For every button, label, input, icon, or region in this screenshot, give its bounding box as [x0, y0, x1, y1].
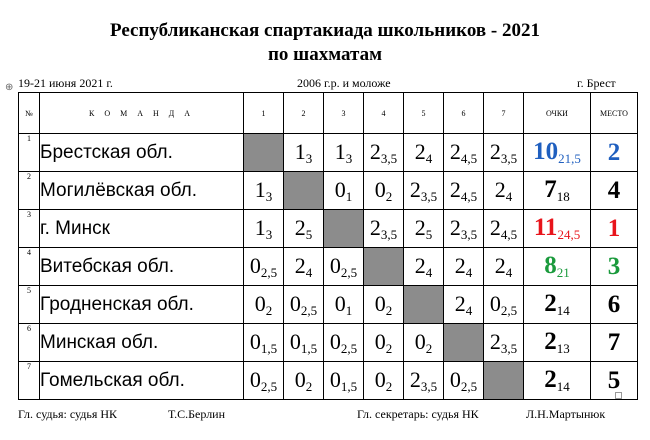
match-score: 0 — [374, 328, 386, 354]
result-cell — [284, 210, 324, 248]
place-cell: 6 — [591, 286, 638, 324]
team-name: Витебская обл. — [40, 248, 244, 286]
match-score: 1 — [334, 138, 346, 164]
opponent-points: 3 — [345, 150, 353, 166]
points-cell — [524, 362, 591, 400]
result-cell — [444, 248, 484, 286]
col-header-4: 4 — [364, 93, 404, 134]
header-row — [19, 93, 638, 134]
self-match-cell — [444, 324, 484, 362]
page-title: Республиканская спартакиада школьников - 2021 — [110, 20, 540, 41]
table-resize-handle-icon[interactable] — [615, 392, 622, 399]
row-number: 2 — [19, 172, 40, 210]
table-row — [19, 210, 638, 248]
chief-judge-name: Т.С.Берлин — [168, 407, 226, 421]
col-header-3: 3 — [324, 93, 364, 134]
match-score: 0 — [329, 252, 341, 278]
match-score: 0 — [249, 366, 261, 392]
match-score: 0 — [449, 366, 461, 392]
place-cell: 7 — [591, 324, 638, 362]
match-score: 2 — [369, 214, 381, 240]
result-cell — [284, 324, 324, 362]
col-header-2: 2 — [284, 93, 324, 134]
match-score: 0 — [254, 290, 266, 316]
opponent-points: 2,5 — [340, 264, 358, 280]
match-score: 2 — [494, 252, 506, 278]
match-score: 2 — [449, 138, 461, 164]
result-cell — [244, 210, 284, 248]
place-cell: 4 — [591, 172, 638, 210]
match-score: 0 — [334, 176, 346, 202]
result-cell — [284, 286, 324, 324]
opponent-points: 3 — [305, 150, 313, 166]
place-cell: 5 — [591, 362, 638, 400]
table-row — [19, 134, 638, 172]
match-score: 1 — [294, 138, 306, 164]
tiebreak-points: 21 — [556, 265, 570, 280]
opponent-points: 4 — [505, 188, 513, 204]
match-score: 2 — [414, 214, 426, 240]
opponent-points: 2,5 — [260, 378, 278, 394]
opponent-points: 2 — [305, 378, 313, 394]
match-score: 2 — [489, 214, 501, 240]
opponent-points: 1,5 — [300, 340, 318, 356]
opponent-points: 1 — [345, 188, 353, 204]
match-score: 2 — [414, 138, 426, 164]
opponent-points: 2 — [265, 302, 273, 318]
result-cell — [364, 286, 404, 324]
tiebreak-points: 21,5 — [558, 151, 581, 166]
opponent-points: 2,5 — [460, 378, 478, 394]
opponent-points: 4 — [425, 264, 433, 280]
team-name: г. Минск — [40, 210, 244, 248]
match-score: 2 — [449, 214, 461, 240]
opponent-points: 2 — [385, 340, 393, 356]
table-row — [19, 362, 638, 400]
tiebreak-points: 24,5 — [557, 227, 581, 242]
result-cell — [324, 248, 364, 286]
col-header-points: ОЧКИ — [524, 93, 591, 134]
result-cell — [364, 324, 404, 362]
opponent-points: 5 — [425, 226, 433, 242]
col-header-7: 7 — [484, 93, 524, 134]
result-cell — [324, 362, 364, 400]
result-cell — [284, 134, 324, 172]
match-score: 2 — [494, 176, 506, 202]
self-match-cell — [404, 286, 444, 324]
match-score: 0 — [374, 290, 386, 316]
match-score: 0 — [294, 366, 306, 392]
team-name: Гродненская обл. — [40, 286, 244, 324]
result-cell — [404, 210, 444, 248]
points-cell — [524, 286, 591, 324]
result-cell — [324, 134, 364, 172]
match-score: 2 — [409, 366, 421, 392]
row-number: 5 — [19, 286, 40, 324]
opponent-points: 4,5 — [460, 150, 478, 166]
match-score: 0 — [289, 290, 301, 316]
points-cell — [524, 134, 591, 172]
opponent-points: 2 — [385, 378, 393, 394]
result-cell — [244, 362, 284, 400]
result-cell — [244, 172, 284, 210]
page-subtitle: по шахматам — [267, 44, 383, 65]
opponent-points: 4 — [425, 150, 433, 166]
points-cell — [524, 324, 591, 362]
opponent-points: 3,5 — [420, 378, 438, 394]
match-score: 0 — [374, 366, 386, 392]
total-points: 2 — [544, 366, 557, 393]
opponent-points: 3,5 — [500, 340, 518, 356]
match-score: 2 — [454, 252, 466, 278]
results-table — [18, 92, 638, 400]
total-points: 10 — [533, 138, 559, 165]
result-cell — [364, 362, 404, 400]
opponent-points: 2,5 — [500, 302, 518, 318]
result-cell — [484, 172, 524, 210]
self-match-cell — [364, 248, 404, 286]
row-number: 6 — [19, 324, 40, 362]
event-dates: 19-21 июня 2021 г. — [18, 76, 113, 90]
result-cell — [324, 324, 364, 362]
match-score: 2 — [369, 138, 381, 164]
table-row — [19, 172, 638, 210]
tiebreak-points: 13 — [556, 341, 570, 356]
table-row — [19, 248, 638, 286]
tiebreak-points: 18 — [556, 189, 570, 204]
tiebreak-points: 14 — [556, 379, 570, 394]
result-cell — [244, 324, 284, 362]
match-score: 0 — [249, 328, 261, 354]
result-cell — [444, 134, 484, 172]
table-row — [19, 324, 638, 362]
match-score: 0 — [414, 328, 426, 354]
result-cell — [444, 362, 484, 400]
result-cell — [244, 286, 284, 324]
opponent-points: 1,5 — [340, 378, 358, 394]
self-match-cell — [484, 362, 524, 400]
team-name: Гомельская обл. — [40, 362, 244, 400]
secretary-label: Гл. секретарь: судья НК — [357, 407, 479, 421]
col-header-5: 5 — [404, 93, 444, 134]
opponent-points: 5 — [305, 226, 313, 242]
opponent-points: 2,5 — [300, 302, 318, 318]
opponent-points: 4 — [465, 302, 473, 318]
opponent-points: 3 — [265, 188, 273, 204]
result-cell — [324, 286, 364, 324]
match-score: 2 — [294, 214, 306, 240]
match-score: 1 — [254, 214, 266, 240]
place-cell: 2 — [591, 134, 638, 172]
col-header-6: 6 — [444, 93, 484, 134]
opponent-points: 1,5 — [260, 340, 278, 356]
team-name: Могилёвская обл. — [40, 172, 244, 210]
result-cell — [404, 248, 444, 286]
secretary-name: Л.Н.Мартынюк — [526, 407, 606, 421]
self-match-cell — [324, 210, 364, 248]
result-cell — [444, 172, 484, 210]
match-score: 2 — [409, 176, 421, 202]
place-cell: 3 — [591, 248, 638, 286]
table-move-handle-icon[interactable]: ⊕ — [5, 82, 14, 93]
total-points: 11 — [533, 214, 558, 241]
event-city: г. Брест — [577, 76, 616, 90]
row-number: 1 — [19, 134, 40, 172]
opponent-points: 4 — [305, 264, 313, 280]
match-score: 2 — [449, 176, 461, 202]
result-cell — [484, 286, 524, 324]
points-cell — [524, 172, 591, 210]
opponent-points: 1 — [345, 302, 353, 318]
result-cell — [364, 210, 404, 248]
opponent-points: 4 — [465, 264, 473, 280]
table-row — [19, 286, 638, 324]
self-match-cell — [284, 172, 324, 210]
match-score: 0 — [329, 328, 341, 354]
result-cell — [484, 324, 524, 362]
opponent-points: 2,5 — [340, 340, 358, 356]
match-score: 0 — [374, 176, 386, 202]
team-name: Минская обл. — [40, 324, 244, 362]
result-cell — [404, 324, 444, 362]
opponent-points: 4 — [505, 264, 513, 280]
chief-judge-label: Гл. судья: судья НК — [18, 407, 118, 421]
opponent-points: 3 — [265, 226, 273, 242]
match-score: 0 — [334, 290, 346, 316]
total-points: 2 — [544, 290, 557, 317]
team-name: Брестская обл. — [40, 134, 244, 172]
self-match-cell — [244, 134, 284, 172]
col-header-team: К О М А Н Д А — [40, 93, 244, 134]
place-cell: 1 — [591, 210, 638, 248]
opponent-points: 3,5 — [380, 150, 398, 166]
total-points: 2 — [544, 328, 557, 355]
opponent-points: 3,5 — [460, 226, 478, 242]
result-cell — [324, 172, 364, 210]
result-cell — [484, 210, 524, 248]
match-score: 0 — [329, 366, 341, 392]
opponent-points: 3,5 — [420, 188, 438, 204]
result-cell — [364, 172, 404, 210]
total-points: 8 — [544, 252, 557, 279]
opponent-points: 4,5 — [500, 226, 518, 242]
result-cell — [484, 134, 524, 172]
tiebreak-points: 14 — [556, 303, 570, 318]
result-cell — [284, 248, 324, 286]
opponent-points: 2 — [425, 340, 433, 356]
opponent-points: 2 — [385, 302, 393, 318]
match-score: 2 — [294, 252, 306, 278]
result-cell — [444, 286, 484, 324]
result-cell — [284, 362, 324, 400]
opponent-points: 3,5 — [500, 150, 518, 166]
result-cell — [444, 210, 484, 248]
opponent-points: 2,5 — [260, 264, 278, 280]
match-score: 2 — [454, 290, 466, 316]
total-points: 7 — [544, 176, 557, 203]
match-score: 2 — [489, 138, 501, 164]
col-header-num: № — [19, 93, 40, 134]
points-cell — [524, 210, 591, 248]
result-cell — [364, 134, 404, 172]
result-cell — [404, 134, 444, 172]
result-cell — [484, 248, 524, 286]
opponent-points: 2 — [385, 188, 393, 204]
col-header-place: МЕСТО — [591, 93, 638, 134]
row-number: 3 — [19, 210, 40, 248]
match-score: 0 — [289, 328, 301, 354]
result-cell — [404, 362, 444, 400]
match-score: 2 — [489, 328, 501, 354]
match-score: 1 — [254, 176, 266, 202]
col-header-1: 1 — [244, 93, 284, 134]
row-number: 4 — [19, 248, 40, 286]
result-cell — [404, 172, 444, 210]
result-cell — [244, 248, 284, 286]
opponent-points: 3,5 — [380, 226, 398, 242]
row-number: 7 — [19, 362, 40, 400]
opponent-points: 4,5 — [460, 188, 478, 204]
age-category: 2006 г.р. и моложе — [297, 76, 391, 90]
match-score: 0 — [249, 252, 261, 278]
match-score: 0 — [489, 290, 501, 316]
points-cell — [524, 248, 591, 286]
match-score: 2 — [414, 252, 426, 278]
